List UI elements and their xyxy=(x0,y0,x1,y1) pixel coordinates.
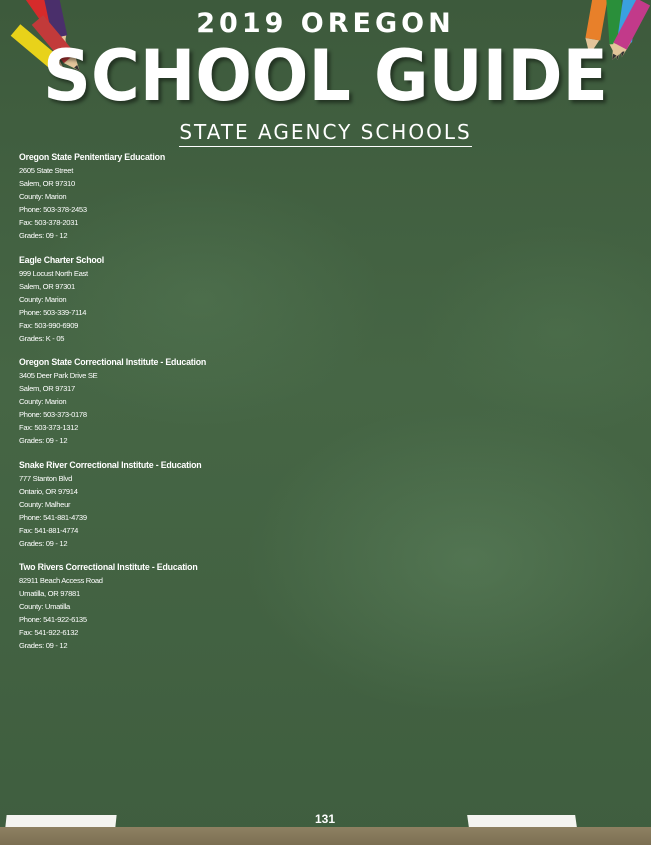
school-name: Two Rivers Correctional Institute - Education xyxy=(19,562,198,572)
school-phone: Phone: 503-378-2453 xyxy=(19,205,87,214)
school-entry xyxy=(19,561,279,664)
chalk-piece-left xyxy=(5,815,116,827)
school-phone: Phone: 503-373-0178 xyxy=(19,410,87,419)
school-county: County: Umatilla xyxy=(19,602,70,611)
school-phone: Phone: 541-881-4739 xyxy=(19,512,87,522)
school-grades: Grades: K - 05 xyxy=(19,333,65,343)
header-subtitle xyxy=(0,120,651,147)
school-name: Snake River Correctional Institute - Education xyxy=(19,459,202,470)
school-fax: Fax: 503-373-1312 xyxy=(19,423,79,432)
school-phone: Phone: 541-922-6135 xyxy=(19,615,87,624)
school-entry xyxy=(19,151,279,254)
school-county: County: Marion xyxy=(19,294,67,304)
school-street: 2605 State Street xyxy=(19,166,74,175)
school-grades: Grades: 09 - 12 xyxy=(19,436,68,445)
school-city: Salem, OR 97310 xyxy=(19,179,75,188)
school-grades: Grades: 09 - 12 xyxy=(19,538,68,548)
school-city: Salem, OR 97317 xyxy=(19,384,75,393)
school-fax: Fax: 503-378-2031 xyxy=(19,218,79,227)
chalkboard-ledge xyxy=(0,827,651,845)
school-street: 82911 Beach Access Road xyxy=(19,576,103,585)
school-listing xyxy=(19,151,279,664)
school-fax: Fax: 503-990-6909 xyxy=(19,320,79,330)
school-city: Ontario, OR 97914 xyxy=(19,486,78,496)
header-subtitle-text: STATE AGENCY SCHOOLS xyxy=(179,120,471,147)
school-county: County: Marion xyxy=(19,192,67,201)
school-name: Oregon State Correctional Institute - Education xyxy=(19,357,207,367)
school-city: Salem, OR 97301 xyxy=(19,281,75,291)
school-city: Umatilla, OR 97881 xyxy=(19,589,80,598)
school-fax: Fax: 541-922-6132 xyxy=(19,628,79,637)
school-county: County: Malheur xyxy=(19,499,71,509)
school-grades: Grades: 09 - 12 xyxy=(19,231,68,240)
school-street: 999 Locust North East xyxy=(19,268,88,278)
school-fax: Fax: 541-881-4774 xyxy=(19,525,79,535)
school-name: Eagle Charter School xyxy=(19,254,104,265)
header-title: SCHOOL GUIDE xyxy=(43,35,608,117)
school-name: Oregon State Penitentiary Education xyxy=(19,152,165,162)
chalk-piece-right xyxy=(467,815,577,827)
page-number: 131 xyxy=(314,812,336,826)
school-entry xyxy=(19,254,279,357)
school-street: 777 Stanton Blvd xyxy=(19,473,73,483)
school-entry xyxy=(19,459,279,562)
school-street: 3405 Deer Park Drive SE xyxy=(19,371,98,380)
header-year-state: 2019 OREGON xyxy=(196,8,455,39)
school-county: County: Marion xyxy=(19,397,67,406)
school-entry xyxy=(19,356,279,459)
school-grades: Grades: 09 - 12 xyxy=(19,641,68,650)
school-phone: Phone: 503-339-7114 xyxy=(19,307,87,317)
